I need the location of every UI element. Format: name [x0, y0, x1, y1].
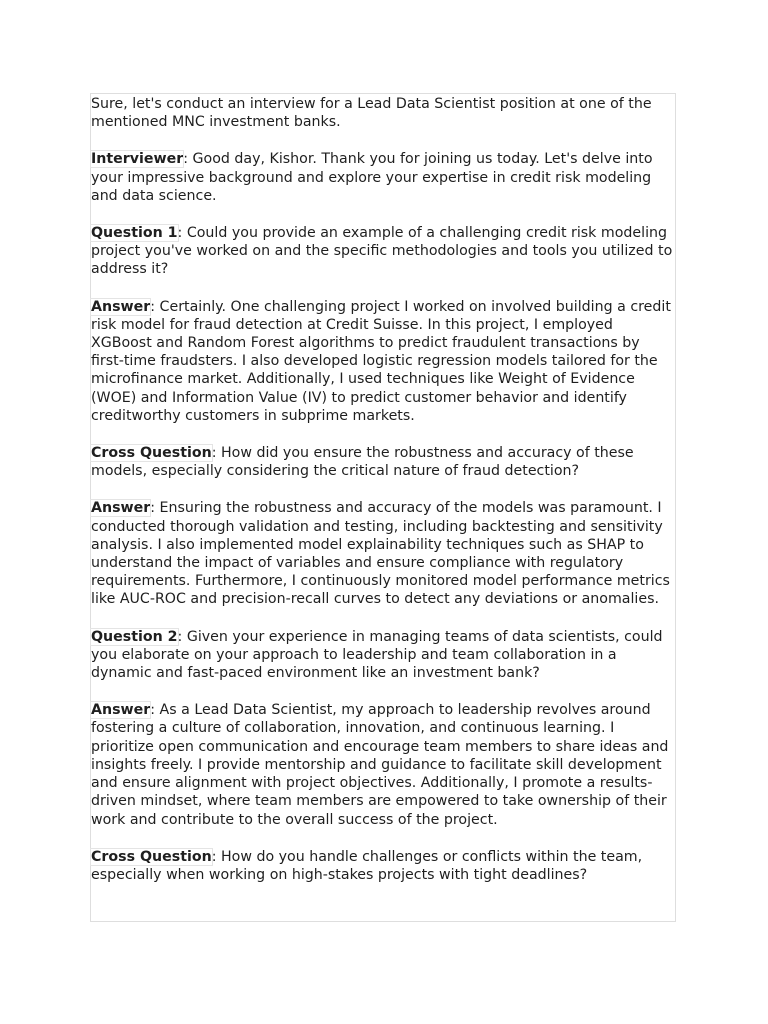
paragraph-text: : How did you ensure the robustness and accuracy of these models, especially considering the critical nature of fraud detection? [91, 445, 634, 480]
cross-question-2-paragraph [91, 848, 675, 884]
cross-question-1-paragraph [91, 444, 675, 480]
speaker-label: Cross Question [91, 848, 212, 865]
paragraph-text: : As a Lead Data Scientist, my approach to leadership revolves around fostering a culture of collaboration, innovation, and continuous learning. I prioritize open communication and encourage team members to share ideas and insights freely. I provide mentorship and guidance to facilitate skill development and ensure alignment with project objectives. Additionally, I promote a results-driven mindset, where team members are empowered to take ownership of their work and contribute to the overall success of the project. [91, 702, 669, 828]
speaker-label: Answer [91, 500, 151, 517]
paragraph-text: : How do you handle challenges or conflicts within the team, especially when working on high-stakes projects with tight deadlines? [91, 848, 643, 883]
speaker-label: Cross Question [91, 445, 212, 462]
paragraph-text: : Given your experience in managing teams of data scientists, could you elaborate on your approach to leadership and team collaboration in a dynamic and fast-paced environment like an investment bank? [91, 628, 663, 682]
speaker-label: Answer [91, 298, 151, 315]
paragraph-text: : Good day, Kishor. Thank you for joining us today. Let's delve into your impressive background and explore your expertise in credit risk modeling and data science. [91, 151, 653, 204]
speaker-label: Interviewer [91, 151, 184, 168]
speaker-label: Answer [91, 702, 151, 719]
answer-3-paragraph [91, 701, 675, 828]
paragraph-text: : Could you provide an example of a challenging credit risk modeling project you've worked on and the specific methodologies and tools you utilized to address it? [91, 225, 673, 278]
interviewer-paragraph [91, 150, 675, 205]
question-1-paragraph [91, 224, 675, 279]
answer-2-paragraph [91, 499, 675, 608]
speaker-label: Question 2 [91, 628, 178, 645]
intro-paragraph: Sure, let's conduct an interview for a Lead Data Scientist position at one of the mentioned MNC investment banks. [91, 96, 652, 131]
speaker-label: Question 1 [91, 225, 178, 242]
answer-1-paragraph [91, 298, 675, 425]
question-2-paragraph [91, 628, 675, 683]
paragraph-text: : Ensuring the robustness and accuracy of the models was paramount. I conducted thorough validation and testing, including backtesting and sensitivity analysis. I also implemented model explainability techniques such as SHAP to understand the impact of variables and ensure compliance with regulatory requirements. Furthermore, I continuously monitored model performance metrics like AUC-ROC and precision-recall curves to detect any deviations or anomalies. [91, 500, 670, 608]
paragraph-text: : Certainly. One challenging project I worked on involved building a credit risk model for fraud detection at Credit Suisse. In this project, I employed XGBoost and Random Forest algorithms to predict fraudulent transactions by first-time fraudsters. I also developed logistic regression models tailored for the microfinance market. Additionally, I used techniques like Weight of Evidence (WOE) and Information Value (IV) to predict customer behavior and identify creditworthy customers in subprime markets. [91, 298, 671, 424]
document-body [90, 93, 676, 922]
